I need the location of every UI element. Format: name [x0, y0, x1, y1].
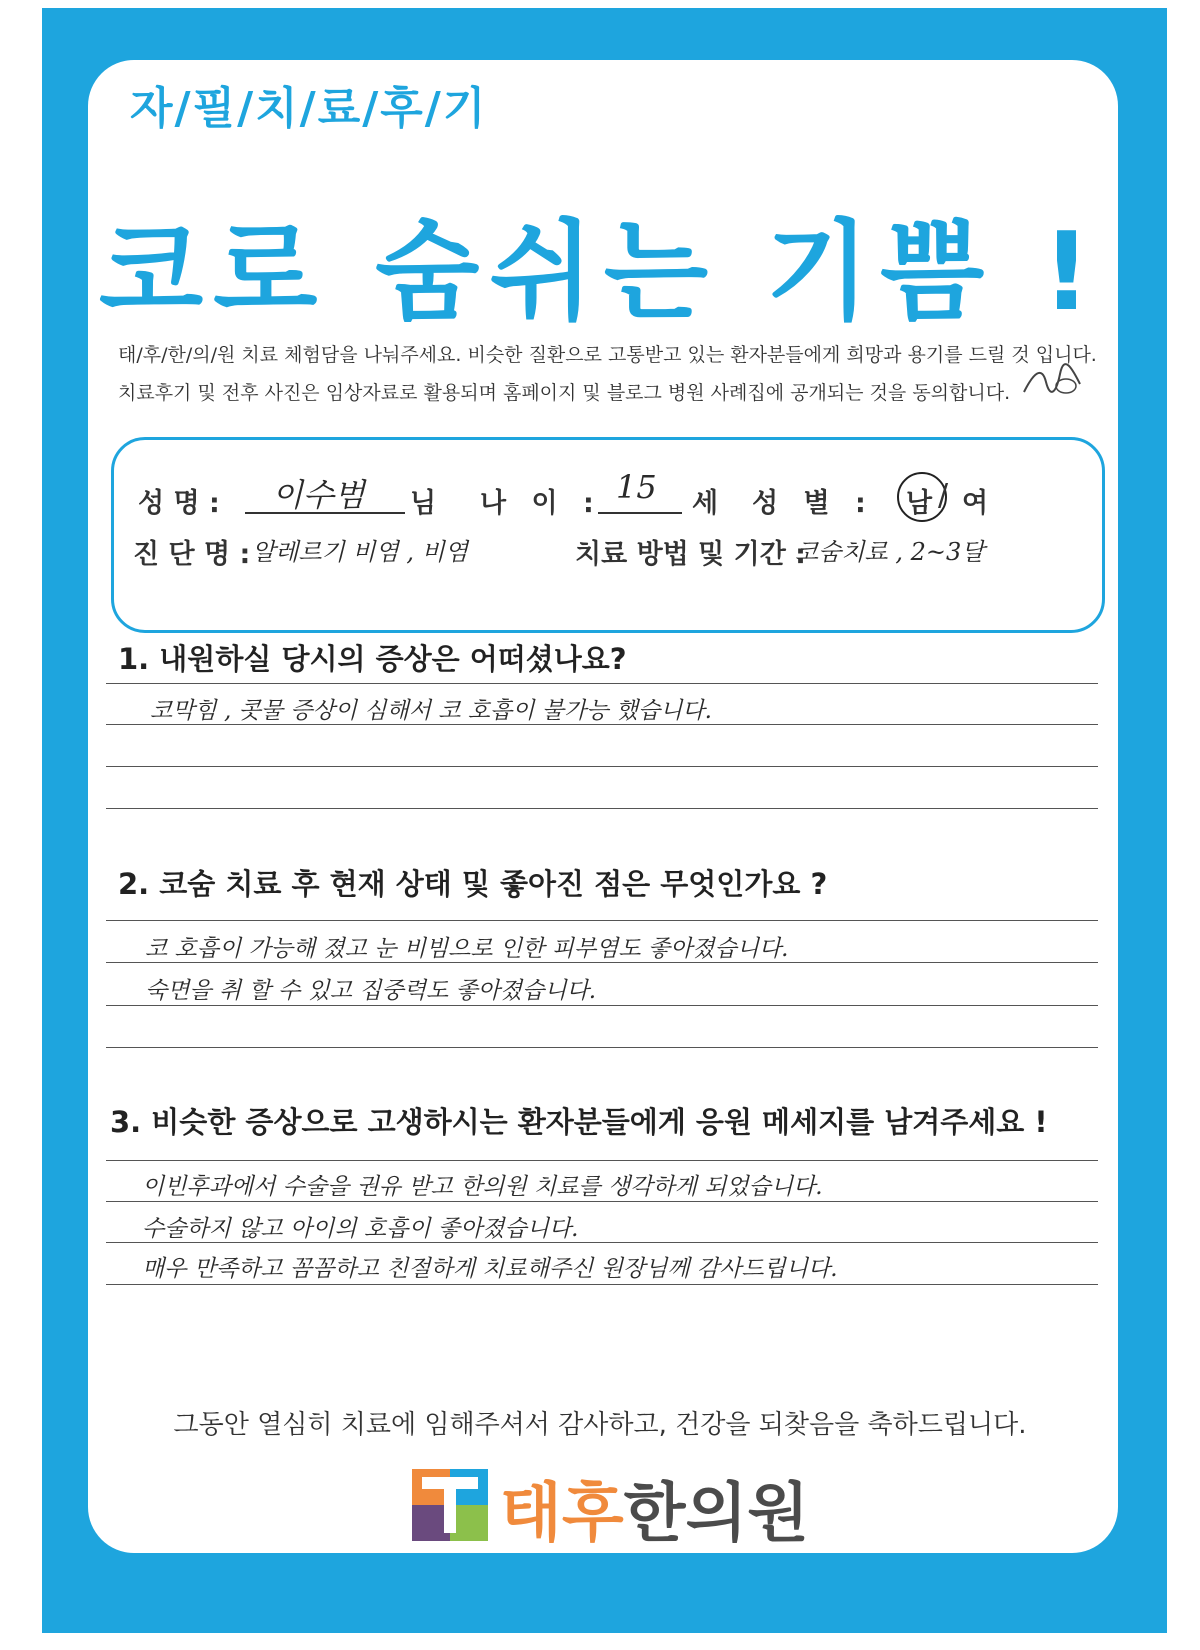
age-suffix: 세: [692, 488, 719, 519]
answer-2-line-1: 코 호흡이 가능해 졌고 눈 비빔으로 인한 피부염도 좋아졌습니다.: [145, 936, 789, 962]
question-3-label: 3. 비슷한 증상으로 고생하시는 환자분들에게 응원 메세지를 남겨주세요 !: [110, 1105, 1048, 1139]
name-value: 이수범: [272, 476, 365, 514]
answer-line: [106, 683, 1098, 684]
question-2-label: 2. 코숨 치료 후 현재 상태 및 좋아진 점은 무엇인가요 ?: [118, 867, 828, 901]
treatment-value: 코숨치료 , 2~3달: [795, 538, 985, 566]
treatment-label: 치료 방법 및 기간 :: [575, 539, 806, 570]
header-label: 자/필/치/료/후/기: [130, 83, 488, 134]
answer-3-line-1: 이빈후과에서 수술을 권유 받고 한의원 치료를 생각하게 되었습니다.: [142, 1174, 823, 1200]
clinic-logo-icon: [408, 1463, 492, 1547]
consent-line-2: 치료후기 및 전후 사진은 임상자료로 활용되며 홈페이지 및 블로그 병원 사례집에 공개되는 것을 동의합니다.: [118, 382, 1011, 404]
answer-1-line-1: 코막힘 , 콧물 증상이 심해서 코 호흡이 불가능 했습니다.: [150, 698, 712, 724]
answer-line: [106, 724, 1098, 725]
gender-female-option[interactable]: 여: [962, 488, 989, 519]
answer-line: [106, 920, 1098, 921]
logo-letter: T: [445, 1512, 455, 1529]
closing-message: 그동안 열심히 치료에 임해주셔서 감사하고, 건강을 되찾음을 축하드립니다.: [173, 1410, 1027, 1440]
answer-line: [106, 962, 1098, 963]
answer-line: [106, 808, 1098, 809]
clinic-brand-name: [500, 1462, 809, 1554]
gender-separator: /: [938, 478, 949, 513]
answer-line: [106, 1005, 1098, 1006]
age-value: 15: [616, 468, 657, 506]
answer-line: [106, 766, 1098, 767]
answer-2-line-2: 숙면을 취 할 수 있고 집중력도 좋아졌습니다.: [145, 978, 597, 1004]
answer-line: [106, 1284, 1098, 1285]
consent-line-1: 태/후/한/의/원 치료 체험담을 나눠주세요. 비슷한 질환으로 고통받고 있는 환자분들에게 희망과 용기를 드릴 것 입니다.: [118, 344, 1097, 366]
diagnosis-label: 진 단 명 :: [133, 539, 251, 570]
name-suffix: 님: [410, 488, 437, 519]
gender-male-option[interactable]: 남: [906, 488, 933, 519]
name-label: 성 명 :: [138, 488, 220, 519]
page-title: 코로 숨쉬는 기쁨 !: [98, 210, 1102, 335]
brand-name-part-1: 태후: [500, 1477, 624, 1551]
question-1-label: 1. 내원하실 당시의 증상은 어떠셨나요?: [118, 642, 627, 676]
age-label: 나 이 :: [480, 488, 602, 519]
diagnosis-value: 알레르기 비염 , 비염: [252, 538, 468, 566]
answer-line: [106, 1047, 1098, 1048]
answer-line: [106, 1242, 1098, 1243]
answer-3-line-3: 매우 만족하고 꼼꼼하고 친절하게 치료해주신 원장님께 감사드립니다.: [142, 1256, 838, 1282]
answer-line: [106, 1160, 1098, 1161]
answer-line: [106, 1201, 1098, 1202]
brand-name-part-2: 한의원: [623, 1477, 810, 1551]
answer-3-line-2: 수술하지 않고 아이의 호흡이 좋아졌습니다.: [142, 1216, 579, 1242]
gender-label: 성 별 :: [752, 488, 874, 519]
signature-mark: [1020, 362, 1090, 398]
